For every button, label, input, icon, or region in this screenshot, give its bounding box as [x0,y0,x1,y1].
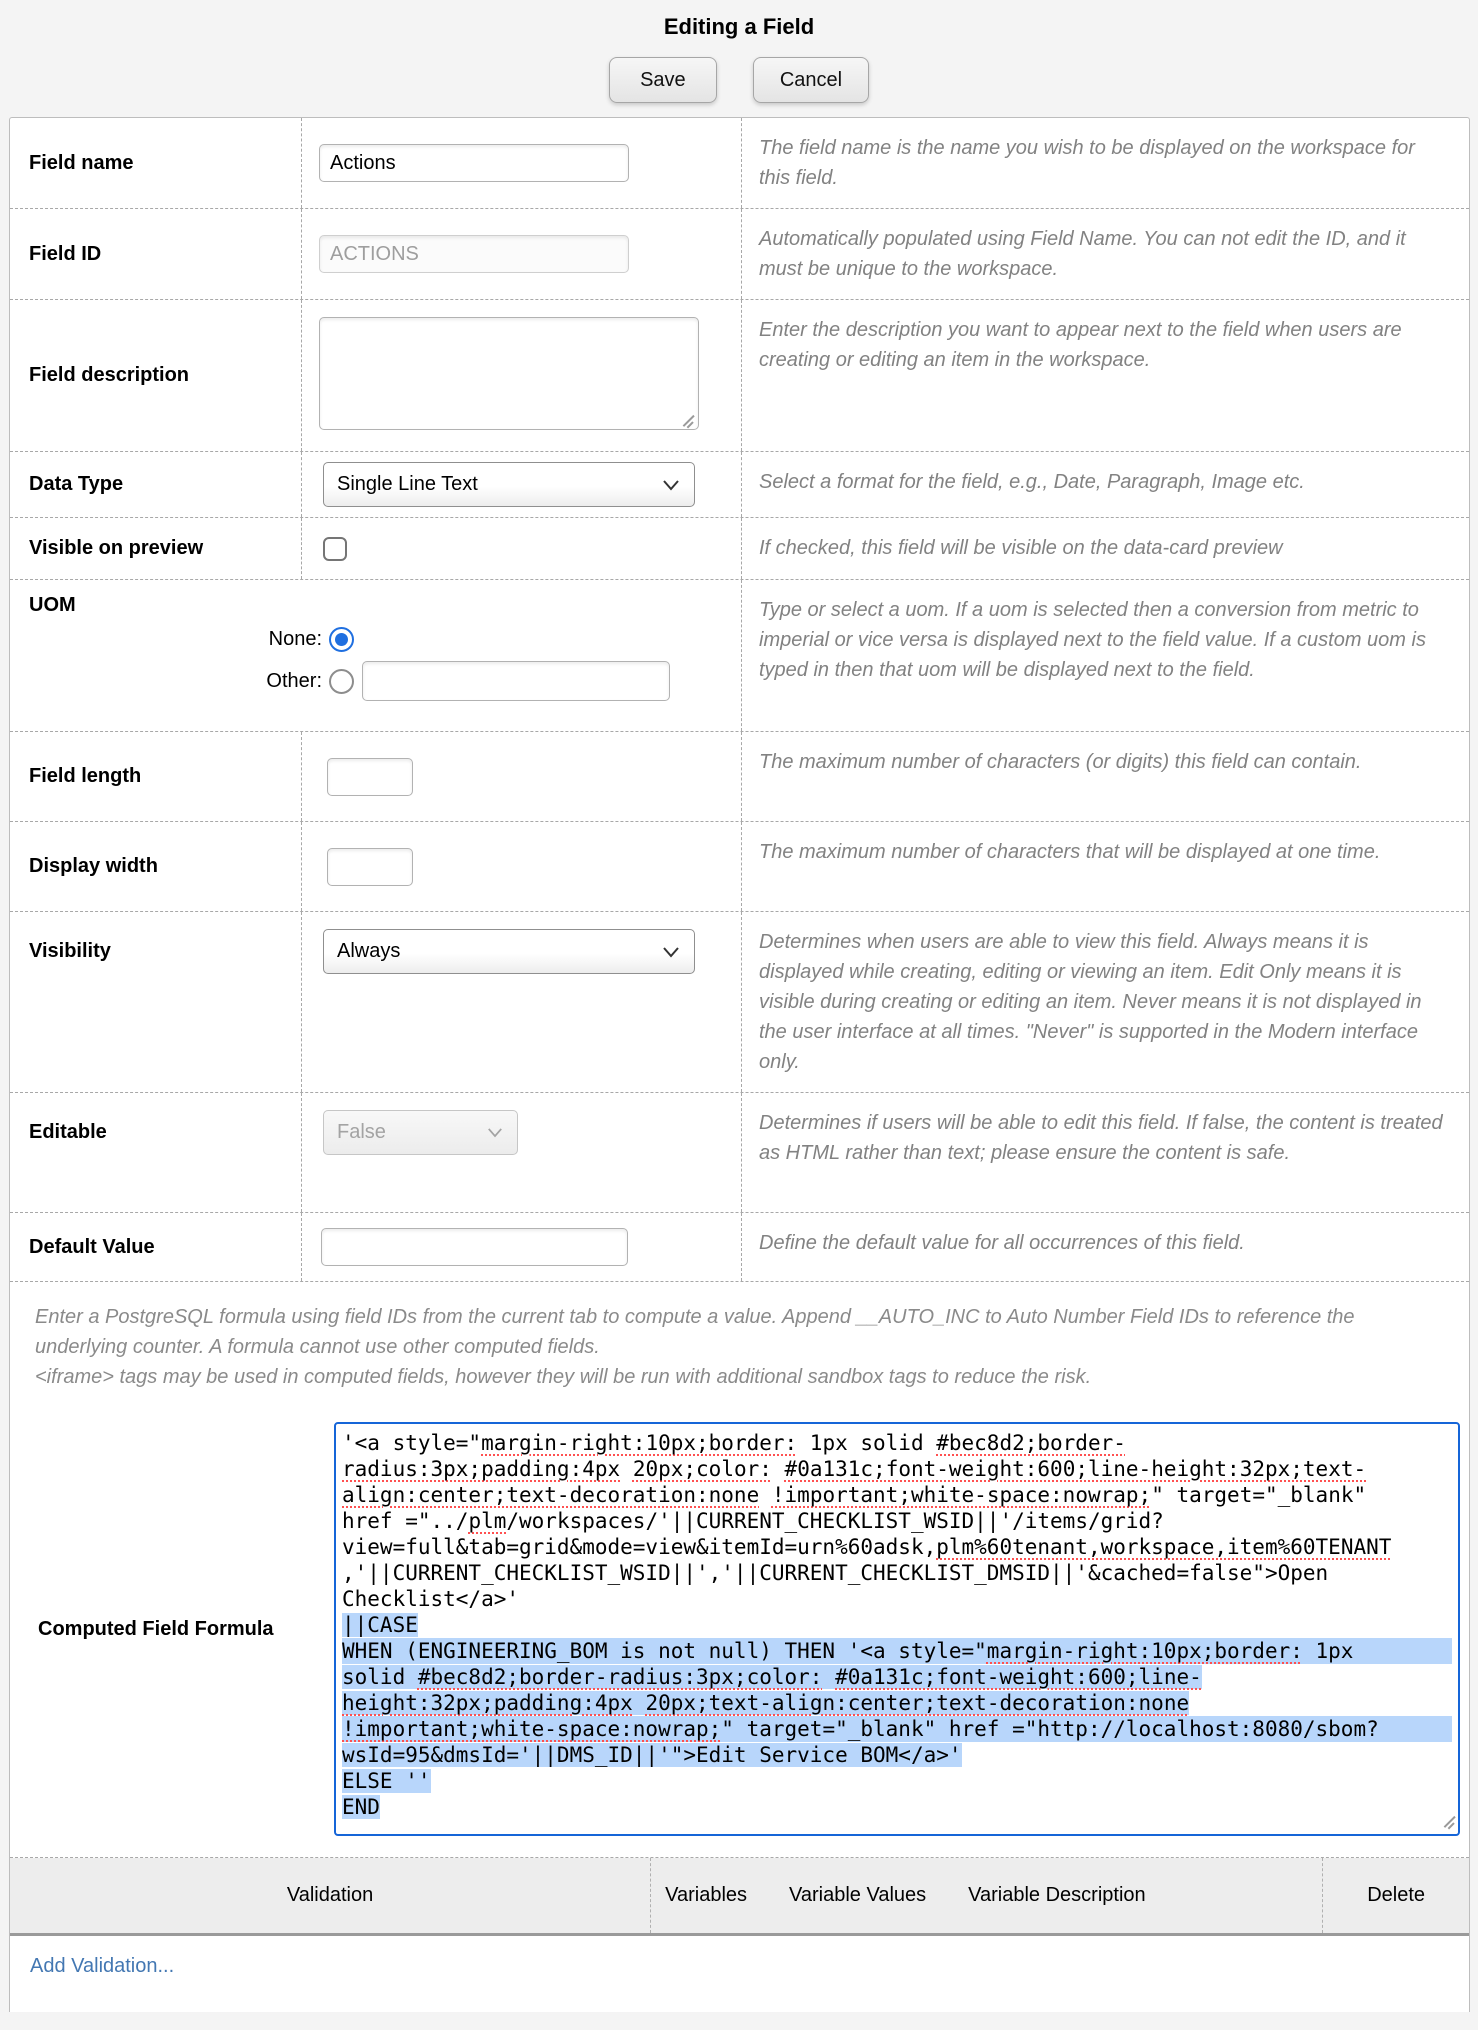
uom-other-input[interactable] [362,661,670,701]
formula-instructions-line2: <iframe> tags may be used in computed fields, however they will be run with additional sandbox tags to reduce the risk. [35,1366,1092,1388]
editable-selected-value: False [337,1121,386,1143]
editable-select [323,1110,518,1155]
field-id-description: Automatically populated using Field Name. You can not edit the ID, and it must be unique to the workspace. [741,209,1469,299]
data-type-select[interactable] [323,462,695,507]
chevron-down-icon [487,1127,503,1138]
computed-field-formula-label: Computed Field Formula [38,1617,274,1640]
visible-on-preview-description: If checked, this field will be visible on the data-card preview [741,518,1469,579]
display-width-input[interactable] [327,848,413,886]
row-field-description [10,300,1469,452]
data-type-selected-value: Single Line Text [337,473,478,495]
delete-column-header: Delete [1322,1858,1469,1933]
field-length-input[interactable] [327,758,413,796]
default-value-label: Default Value [29,1235,155,1258]
row-editable [10,1093,1469,1213]
formula-instructions-line1: Enter a PostgreSQL formula using field IDs from the current tab to compute a value. Append __AUTO_INC to Auto Number Field IDs to reference the underlying counter. A formula cannot use other computed fields. [35,1306,1355,1358]
display-width-description: The maximum number of characters that will be displayed at one time. [741,822,1469,911]
computed-formula-section [10,1282,1469,1858]
field-length-label: Field length [29,765,142,787]
uom-other-label: Other: [266,669,322,692]
field-description-description: Enter the description you want to appear next to the field when users are creating or editing an item in the workspace. [741,300,1469,451]
field-id-input [319,235,629,273]
editable-label: Editable [29,1121,107,1143]
field-length-description: The maximum number of characters (or digits) this field can contain. [741,732,1469,821]
visible-on-preview-checkbox[interactable] [323,537,347,561]
uom-label: UOM [29,594,76,616]
page-title: Editing a Field [663,14,815,39]
action-button-row [0,57,1478,103]
row-default-value [10,1213,1469,1282]
add-validation-link[interactable]: Add Validation... [30,1955,175,1977]
row-field-id [10,209,1469,300]
uom-other-radio[interactable] [329,669,354,694]
chevron-down-icon [662,946,680,958]
field-description-label: Field description [29,364,190,386]
chevron-down-icon [662,479,680,491]
field-name-description: The field name is the name you wish to be displayed on the workspace for this field. [741,118,1469,208]
data-type-description: Select a format for the field, e.g., Date, Paragraph, Image etc. [741,452,1469,517]
display-width-label: Display width [29,855,158,877]
uom-description: Type or select a uom. If a uom is selected then a conversion from metric to imperial or vice versa is displayed next to the field value. If a custom uom is typed in then that uom will be displayed next to the field. [741,580,1469,731]
variable-description-column-header: Variable Description [968,1884,1146,1906]
row-field-length [10,732,1469,822]
validation-column-header: Validation [286,1884,374,1906]
uom-none-radio[interactable] [329,627,354,652]
row-field-name [10,118,1469,209]
field-id-label: Field ID [29,242,102,265]
uom-none-label: None: [268,628,322,650]
cancel-button[interactable]: Cancel [753,57,869,103]
row-uom [10,580,1469,732]
uom-cell [10,580,741,731]
computed-field-formula-textarea[interactable]: '<a style="margin-right:10px;border: 1px solid #bec8d2;border- radius:3px;padding:4px 20px;color: #0a131c;font-weight:600;line-height:32px;text- align:center;text-decoration:none !important;white-space:nowrap;" target="_blank" href ="../plm/workspaces/'||CURRENT_CHECKLIST_WSID||'/items/grid? view=full&tab=grid&mode=view&itemId=urn%60adsk,plm%60tenant,workspace,item%60TENANT ,'||CURRENT_CHECKLIST_WSID||','||CURRENT_CHECKLIST_DMSID||'&cached=false">Open Checklist</a>' ||CASE WHEN (ENGINEERING_BOM is not null) THEN '<a style="margin-right:10px;border: 1px solid #bec8d2;border-radius:3px;color: #0a131c;font-weight:600;line- height:32px;padding:4px 20px;text-align:center;text-decoration:none !important;white-space:nowrap;" target="_blank" href ="http://localhost:8080/sbom? wsId=95&dmsId='||DMS_ID||'">Edit Service BOM</a>' ELSE '' END [334,1422,1460,1836]
save-button[interactable]: Save [609,57,717,103]
visible-on-preview-label: Visible on preview [29,537,204,559]
row-display-width [10,822,1469,912]
field-editor-panel [9,117,1470,2012]
default-value-description: Define the default value for all occurrences of this field. [741,1213,1469,1281]
field-name-input[interactable] [319,144,629,182]
editable-description: Determines if users will be able to edit this field. If false, the content is treated as HTML rather than text; please ensure the content is safe. [741,1093,1469,1212]
row-data-type [10,452,1469,518]
visibility-description: Determines when users are able to view this field. Always means it is displayed while creating, editing or viewing an item. Edit Only means it is visible during creating or editing an item. Never means it is not displayed in the user interface at all times. "Never" is supported in the Modern interface only. [741,912,1469,1092]
visibility-selected-value: Always [337,940,401,962]
data-type-label: Data Type [29,473,124,495]
field-description-textarea[interactable] [319,317,699,430]
validation-table-header [10,1858,1469,1936]
variable-values-column-header: Variable Values [789,1884,927,1906]
visibility-label: Visibility [29,940,111,962]
row-visibility [10,912,1469,1093]
row-visible-on-preview [10,518,1469,580]
default-value-input[interactable] [321,1228,628,1266]
variables-column-header: Variables [665,1884,748,1906]
visibility-select[interactable] [323,929,695,974]
field-name-label: Field name [29,151,134,174]
